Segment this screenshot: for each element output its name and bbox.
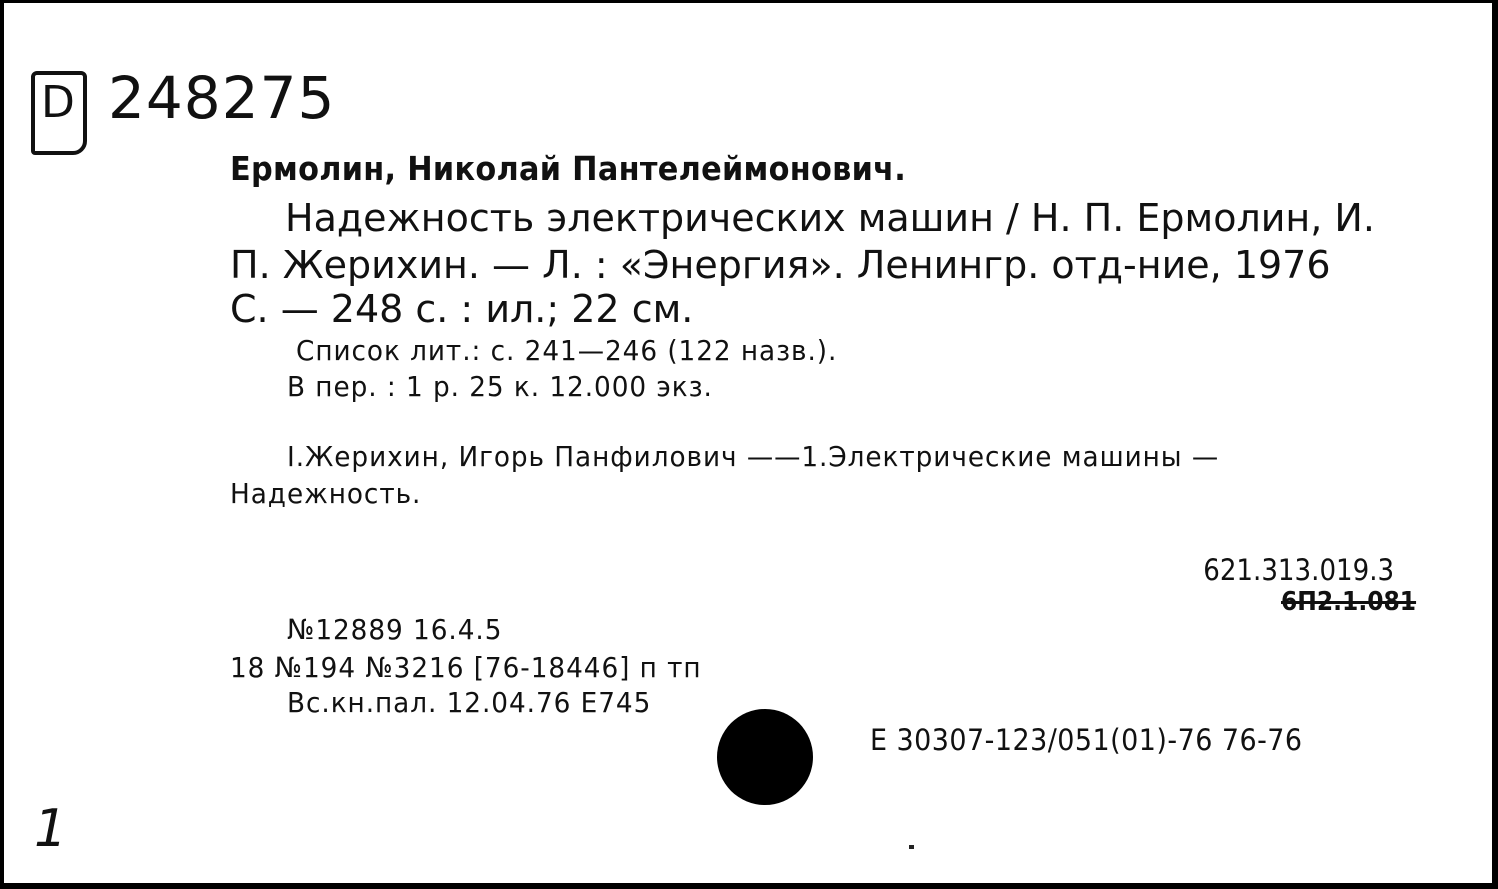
stamp-letter: D (41, 77, 75, 128)
title-line-2: П. Жерихин. — Л. : «Энергия». Ленингр. отд-ние, 1976 (230, 243, 1331, 287)
edition-code: Е 30307-123/051(01)-76 76-76 (870, 723, 1303, 757)
udc-classification: 621.313.019.3 (1203, 553, 1394, 587)
price-note: В пер. : 1 р. 25 к. 12.000 экз. (287, 370, 713, 403)
meta-line-2: 18 №194 №3216 [76-18446] п тп (230, 651, 702, 684)
catalog-card (4, 3, 1492, 883)
tracings-line-1: I.Жерихин, Игорь Панфилович ——1.Электрические машины — (287, 440, 1220, 473)
handwritten-catalog-number: 248275 (108, 64, 336, 132)
handwritten-stamp-box (31, 71, 87, 155)
tracings-line-2: Надежность. (230, 477, 422, 510)
meta-line-3: Вс.кн.пал. 12.04.76 Е745 (287, 686, 652, 719)
title-line-1: Надежность электрических машин / Н. П. Ермолин, И. (285, 196, 1375, 240)
ink-speck (909, 845, 914, 849)
author-heading: Ермолин, Николай Пантелеймонович. (230, 149, 907, 188)
handwritten-mark: 1 (34, 799, 68, 859)
meta-line-1: №12889 16.4.5 (287, 613, 503, 646)
title-line-3: С. — 248 с. : ил.; 22 см. (230, 287, 694, 331)
struck-classification: 6П2.1.081 (1280, 587, 1416, 617)
punch-hole (717, 709, 813, 805)
bibliography-note: Список лит.: с. 241—246 (122 назв.). (296, 334, 838, 367)
